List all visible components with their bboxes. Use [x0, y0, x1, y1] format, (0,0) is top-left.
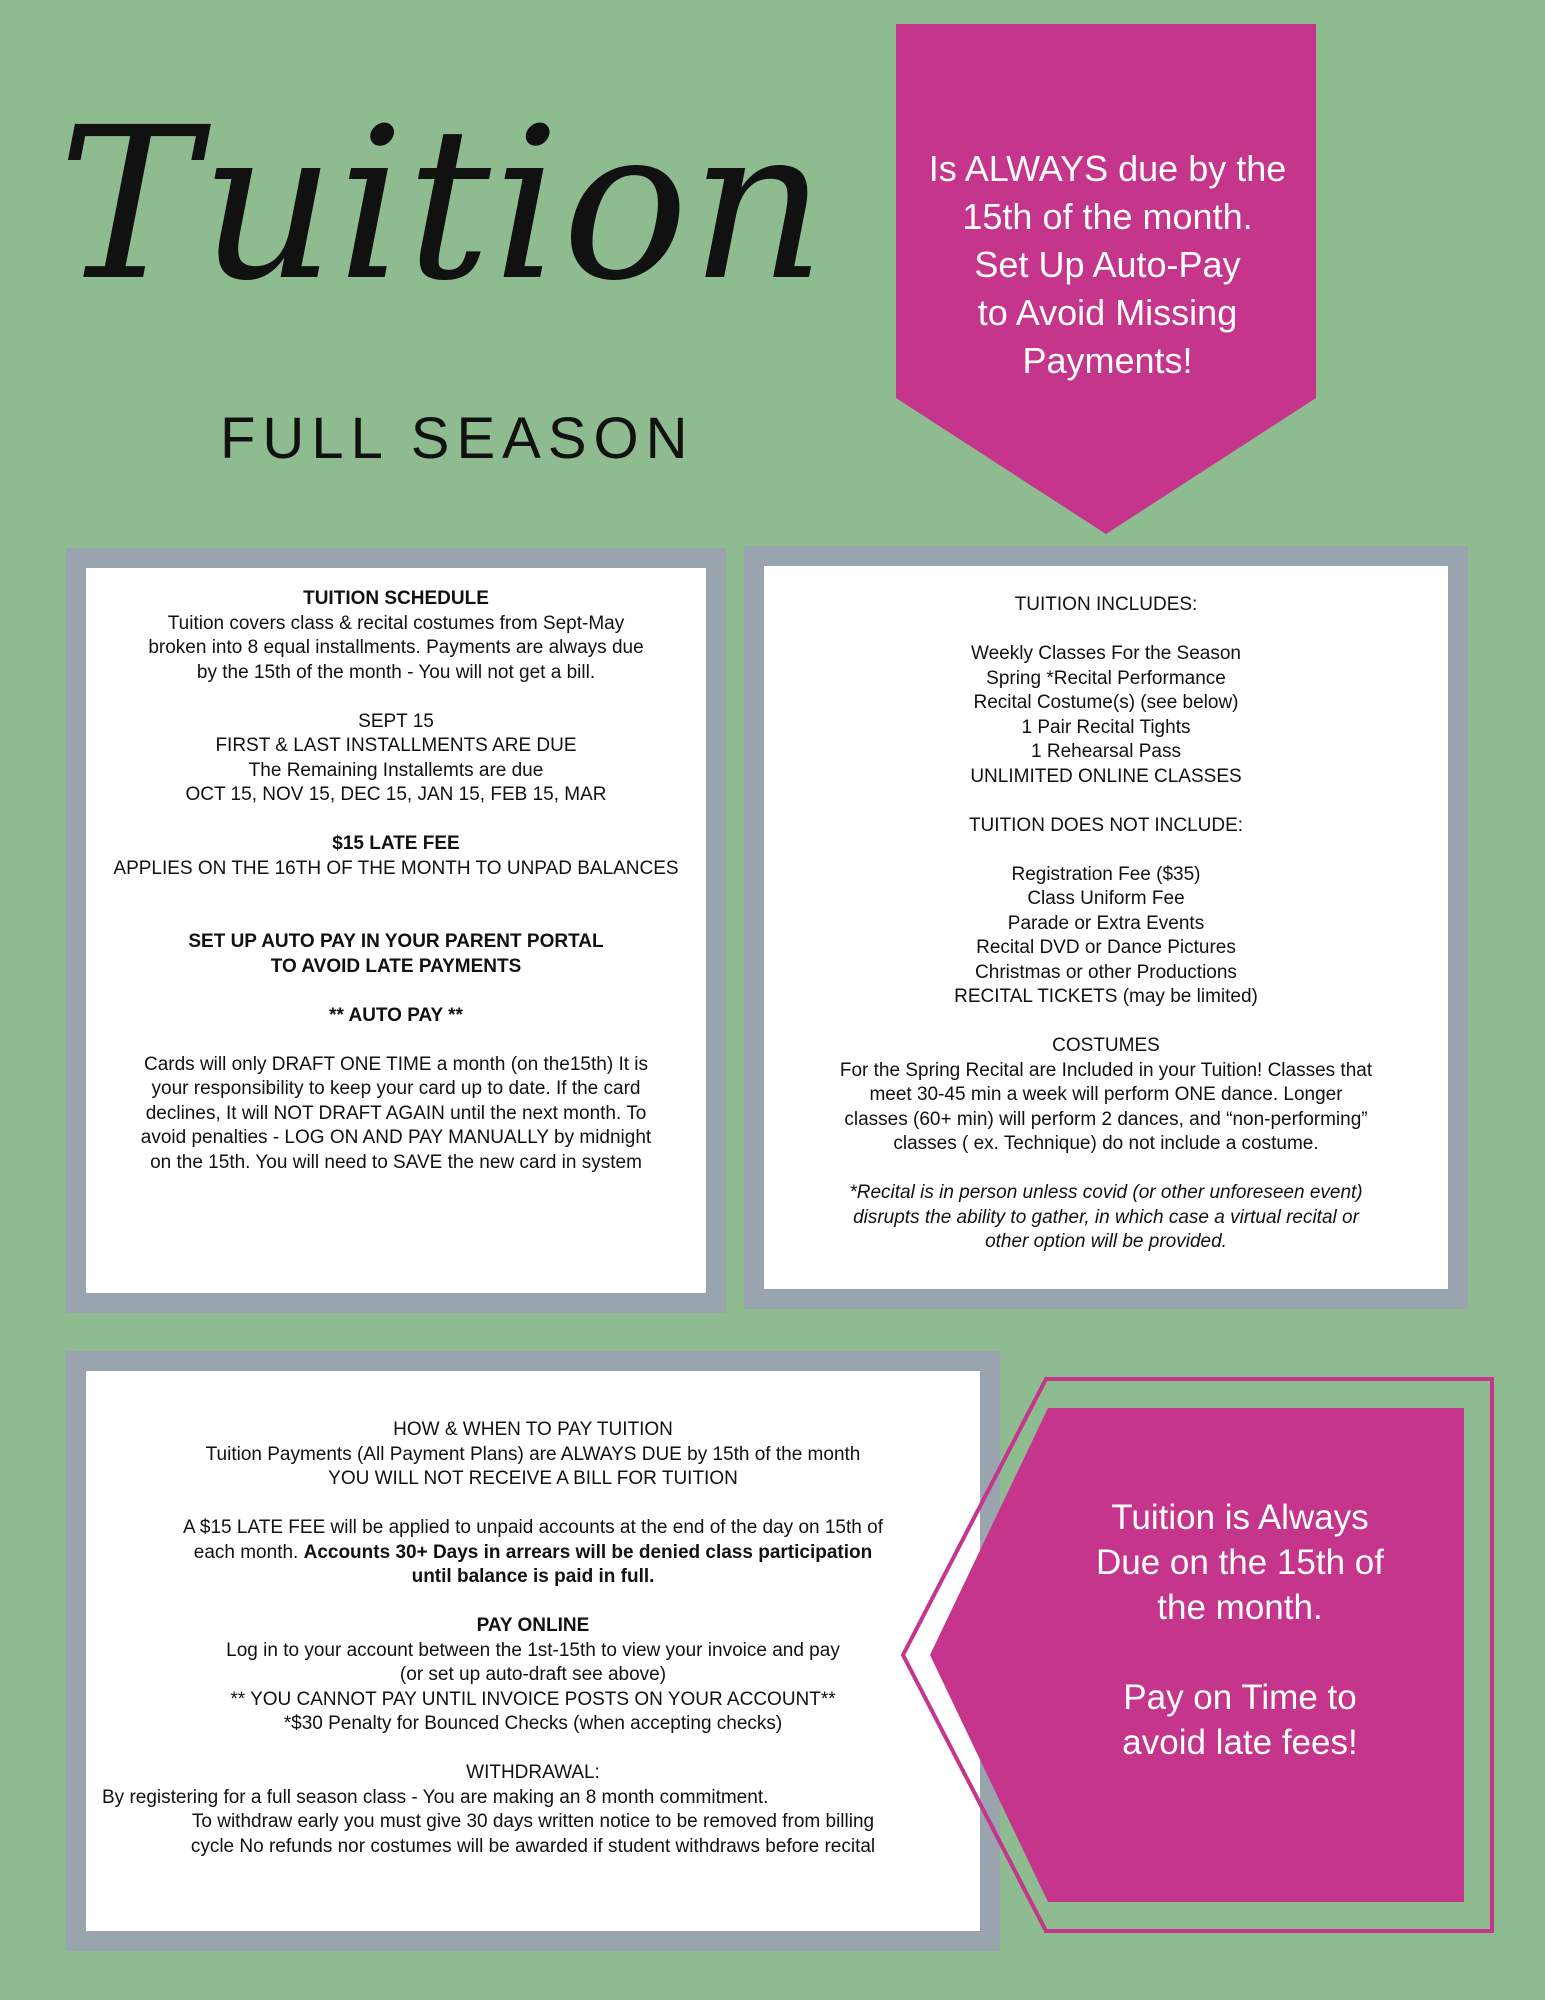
excludes-item: Registration Fee ($35) — [1011, 863, 1201, 885]
excludes-item: Parade or Extra Events — [1007, 912, 1205, 934]
schedule-date-line: FIRST & LAST INSTALLMENTS ARE DUE — [215, 735, 577, 756]
excludes-item: Class Uniform Fee — [1027, 888, 1185, 909]
payment-heading: HOW & WHEN TO PAY TUITION — [393, 1419, 673, 1440]
autopay-text-line: avoid penalties - LOG ON AND PAY MANUALLY by midnight — [140, 1127, 652, 1148]
excludes-item: Recital DVD or Dance Pictures — [976, 937, 1236, 958]
schedule-heading: TUITION SCHEDULE — [303, 588, 489, 609]
top-banner-text — [900, 145, 1315, 385]
includes-item: 1 Pair Recital Tights — [1021, 716, 1191, 738]
pay-online-line: Log in to your account between the 1st-15th to view your invoice and pay — [226, 1639, 840, 1661]
page-title: Tuition — [58, 82, 828, 327]
payment-arrears-warning: Accounts 30+ Days in arrears will be denied class participation — [303, 1541, 873, 1563]
includes-heading: TUITION INCLUDES: — [1014, 594, 1198, 615]
withdrawal-line: cycle No refunds nor costumes will be awarded if student withdraws before recital — [190, 1835, 876, 1857]
recital-note-line: disrupts the ability to gather, in which case a virtual recital or — [853, 1206, 1359, 1228]
page-subtitle: FULL SEASON — [220, 406, 695, 471]
costumes-text-line: For the Spring Recital are Included in your Tuition! Classes that — [839, 1059, 1373, 1081]
withdrawal-heading: WITHDRAWAL: — [466, 1762, 600, 1783]
payment-intro-line: Tuition Payments (All Payment Plans) are ALWAYS DUE by 15th of the month — [205, 1443, 861, 1465]
includes-item: UNLIMITED ONLINE CLASSES — [970, 765, 1242, 787]
side-banner-line: avoid late fees! — [1122, 1723, 1358, 1762]
costumes-text-line: meet 30-45 min a week will perform ONE dance. Longer — [869, 1084, 1343, 1105]
payment-late-line: A $15 LATE FEE will be applied to unpaid accounts at the end of the day on 15th of — [183, 1517, 883, 1538]
includes-item: Spring *Recital Performance — [986, 667, 1226, 689]
recital-note-line: other option will be provided. — [985, 1231, 1227, 1252]
payment-arrears-warning-line: until balance is paid in full. — [411, 1566, 655, 1587]
autopay-title: ** AUTO PAY ** — [329, 1004, 463, 1026]
withdrawal-line: To withdraw early you must give 30 days written notice to be removed from billing — [191, 1811, 875, 1832]
schedule-intro-line: broken into 8 equal installments. Payments are always due — [148, 637, 644, 658]
schedule-intro-line: by the 15th of the month - You will not get a bill. — [196, 661, 596, 683]
excludes-item: RECITAL TICKETS (may be limited) — [954, 986, 1258, 1007]
schedule-content — [90, 587, 702, 1175]
payment-late-text: each month. — [193, 1541, 304, 1563]
schedule-date-line: SEPT 15 — [358, 710, 434, 732]
costumes-text-line: classes ( ex. Technique) do not include a costume. — [893, 1133, 1319, 1154]
excludes-heading: TUITION DOES NOT INCLUDE: — [968, 814, 1244, 836]
includes-item: Weekly Classes For the Season — [971, 643, 1241, 664]
top-banner-line: 15th of the month. — [962, 196, 1253, 237]
pay-online-line: *$30 Penalty for Bounced Checks (when accepting checks) — [283, 1713, 783, 1734]
payment-intro-line: YOU WILL NOT RECEIVE A BILL FOR TUITION — [328, 1468, 738, 1489]
schedule-intro-line: Tuition covers class & recital costumes from Sept-May — [167, 612, 625, 634]
autopay-text-line: your responsibility to keep your card up to date. If the card — [151, 1078, 641, 1099]
includes-item: 1 Rehearsal Pass — [1031, 741, 1181, 762]
excludes-item: Christmas or other Productions — [975, 961, 1237, 983]
late-fee-text: APPLIES ON THE 16TH OF THE MONTH TO UNPAD BALANCES — [113, 857, 679, 879]
includes-content — [768, 593, 1444, 1255]
recital-note-line: *Recital is in person unless covid (or other unforeseen event) — [849, 1182, 1363, 1203]
top-banner-line: Set Up Auto-Pay — [974, 244, 1241, 285]
side-banner-line: Pay on Time to — [1123, 1678, 1357, 1717]
autopay-text-line: on the 15th. You will need to SAVE the new card in system — [150, 1151, 642, 1173]
payment-content — [90, 1418, 976, 1859]
schedule-date-line: The Remaining Installemts are due — [248, 759, 544, 781]
pay-online-line: (or set up auto-draft see above) — [399, 1664, 667, 1685]
includes-item: Recital Costume(s) (see below) — [973, 692, 1239, 713]
costumes-heading: COSTUMES — [1052, 1035, 1160, 1056]
autopay-text-line: declines, It will NOT DRAFT AGAIN until the next month. To — [145, 1102, 647, 1124]
costumes-text-line: classes (60+ min) will perform 2 dances, and “non-performing” — [844, 1108, 1368, 1130]
side-banner-text — [1050, 1495, 1430, 1765]
pay-online-heading: PAY ONLINE — [476, 1615, 590, 1636]
top-banner-line: Payments! — [1022, 340, 1193, 381]
schedule-date-line: OCT 15, NOV 15, DEC 15, JAN 15, FEB 15, MAR — [185, 784, 607, 805]
pay-online-line: ** YOU CANNOT PAY UNTIL INVOICE POSTS ON YOUR ACCOUNT** — [230, 1688, 836, 1710]
top-banner-line: Is ALWAYS due by the — [928, 148, 1287, 189]
autopay-heading-line: SET UP AUTO PAY IN YOUR PARENT PORTAL — [188, 931, 604, 952]
late-fee-heading: $15 LATE FEE — [332, 833, 460, 854]
side-banner-line: Due on the 15th of — [1096, 1543, 1384, 1582]
payment-late-line — [90, 1541, 976, 1566]
side-banner-line: Tuition is Always — [1111, 1498, 1369, 1537]
autopay-text-line: Cards will only DRAFT ONE TIME a month (on the15th) It is — [143, 1053, 649, 1075]
side-banner-line: the month. — [1157, 1588, 1323, 1627]
top-banner-line: to Avoid Missing — [977, 292, 1238, 333]
withdrawal-line: By registering for a full season class - You are making an 8 month commitment. — [102, 1786, 769, 1808]
autopay-heading-line: TO AVOID LATE PAYMENTS — [270, 955, 522, 977]
